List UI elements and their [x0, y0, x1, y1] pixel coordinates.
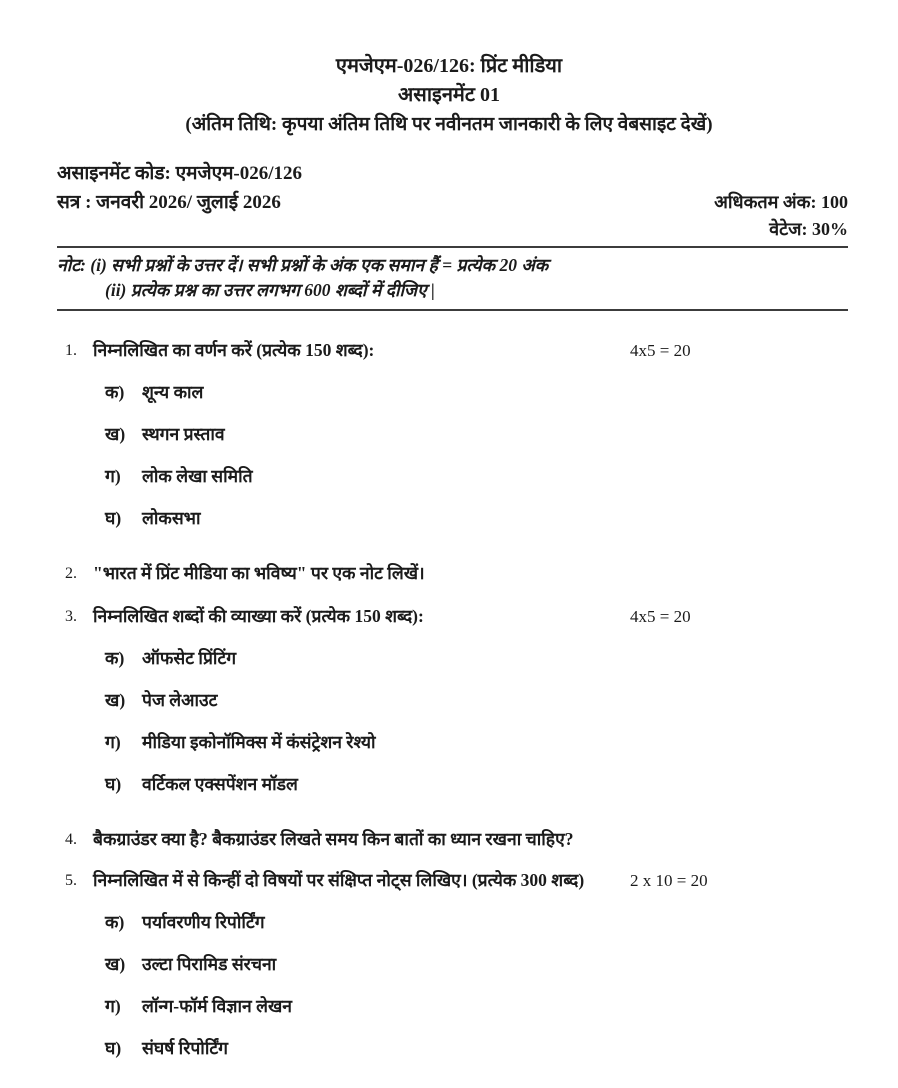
sub-item-text: उल्टा पिरामिड संरचना: [142, 954, 277, 974]
sub-item-label: क): [105, 382, 125, 402]
question-5: [65, 867, 858, 1062]
sub-item-label: ख): [105, 954, 126, 974]
meta-block: [57, 159, 848, 243]
question-marks: 2 x 10 = 20: [630, 871, 708, 890]
sub-item: [105, 687, 858, 714]
sub-item-text: मीडिया इकोनॉमिक्स में कंसंट्रेशन रेश्यो: [142, 732, 376, 752]
note-label: नोट:: [57, 255, 86, 275]
question-row: [65, 560, 858, 587]
sub-item-text: पेज लेआउट: [142, 690, 218, 710]
question-marks: 4x5 = 20: [630, 341, 691, 360]
sub-item-label: ग): [105, 466, 121, 486]
assignment-code: असाइनमेंट कोड: एमजेएम-026/126: [57, 163, 303, 184]
sub-item: [105, 909, 858, 936]
due-date-note: (अंतिम तिथि: कृपया अंतिम तिथि पर नवीनतम जानकारी के लिए वेबसाइट देखें): [185, 114, 713, 135]
course-title: एमजेएम-026/126: प्रिंट मीडिया: [335, 55, 563, 77]
question-text: निम्नलिखित शब्दों की व्याख्या करें (प्रत्येक 150 शब्द):: [93, 606, 424, 626]
sub-item-label: क): [105, 648, 125, 668]
question-number: 4.: [65, 831, 77, 848]
question-3: [65, 603, 858, 798]
question-text: निम्नलिखित में से किन्हीं दो विषयों पर संक्षिप्त नोट्स लिखिए। (प्रत्येक 300 शब्द): [93, 870, 585, 890]
weightage: वेटेज: 30%: [769, 219, 848, 239]
sub-item-text: लोकसभा: [142, 508, 201, 528]
sub-item-text: ऑफसेट प्रिंटिंग: [142, 648, 237, 668]
sub-item-text: शून्य काल: [142, 382, 204, 402]
title-block: [0, 0, 898, 139]
max-marks: अधिकतम अंक: 100: [714, 192, 848, 212]
question-row: [65, 867, 858, 894]
session: सत्र : जनवरी 2026/ जुलाई 2026: [57, 192, 281, 213]
sub-item: [105, 771, 858, 798]
sub-item-label: घ): [105, 508, 122, 528]
sub-item: [105, 1035, 858, 1062]
note-instruction-1: (i) सभी प्रश्नों के उत्तर दें। सभी प्रश्नों के अंक एक समान हैं = प्रत्येक 20 अंक: [90, 255, 549, 275]
note-line-1: [57, 253, 848, 278]
note-line-2: (ii) प्रत्येक प्रश्न का उत्तर लगभग 600 शब्दों में दीजिए |: [105, 280, 435, 300]
sub-item: [105, 505, 858, 532]
sub-item-label: ग): [105, 732, 121, 752]
sub-item-text: संघर्ष रिपोर्टिंग: [142, 1038, 229, 1058]
question-marks: 4x5 = 20: [630, 607, 691, 626]
sub-item-text: लॉन्ग-फॉर्म विज्ञान लेखन: [142, 996, 292, 1016]
question-text: "भारत में प्रिंट मीडिया का भविष्य" पर एक नोट लिखें।: [93, 563, 425, 583]
meta-right: [714, 189, 848, 243]
sub-item-text: वर्टिकल एक्सपेंशन मॉडल: [142, 774, 298, 794]
question-text: निम्नलिखित का वर्णन करें (प्रत्येक 150 शब्द):: [93, 340, 375, 360]
question-number: 1.: [65, 342, 77, 359]
assignment-number: असाइनमेंट 01: [398, 84, 500, 106]
question-row: [65, 603, 858, 630]
questions-list: [65, 337, 858, 1062]
sub-item-text: स्थगन प्रस्ताव: [142, 424, 225, 444]
sub-item: [105, 729, 858, 756]
sub-item-label: क): [105, 912, 125, 932]
question-text: बैकग्राउंडर क्या है? बैकग्राउंडर लिखते समय किन बातों का ध्यान रखना चाहिए?: [93, 829, 574, 849]
question-row: [65, 337, 858, 364]
note-block: [57, 246, 848, 311]
question-number: 3.: [65, 608, 77, 625]
sub-item-label: ग): [105, 996, 121, 1016]
question-1: [65, 337, 858, 532]
sub-item: [105, 645, 858, 672]
question-4: [65, 826, 858, 853]
sub-item: [105, 463, 858, 490]
sub-item: [105, 379, 858, 406]
sub-item-text: पर्यावरणीय रिपोर्टिंग: [142, 912, 265, 932]
sub-item-label: घ): [105, 774, 122, 794]
question-number: 5.: [65, 872, 77, 889]
sub-item-label: ख): [105, 690, 126, 710]
sub-item: [105, 951, 858, 978]
sub-item-text: लोक लेखा समिति: [142, 466, 253, 486]
sub-item-label: ख): [105, 424, 126, 444]
question-row: [65, 826, 858, 853]
sub-item: [105, 421, 858, 448]
sub-item: [105, 993, 858, 1020]
question-number: 2.: [65, 565, 77, 582]
sub-item-label: घ): [105, 1038, 122, 1058]
question-2: [65, 560, 858, 587]
